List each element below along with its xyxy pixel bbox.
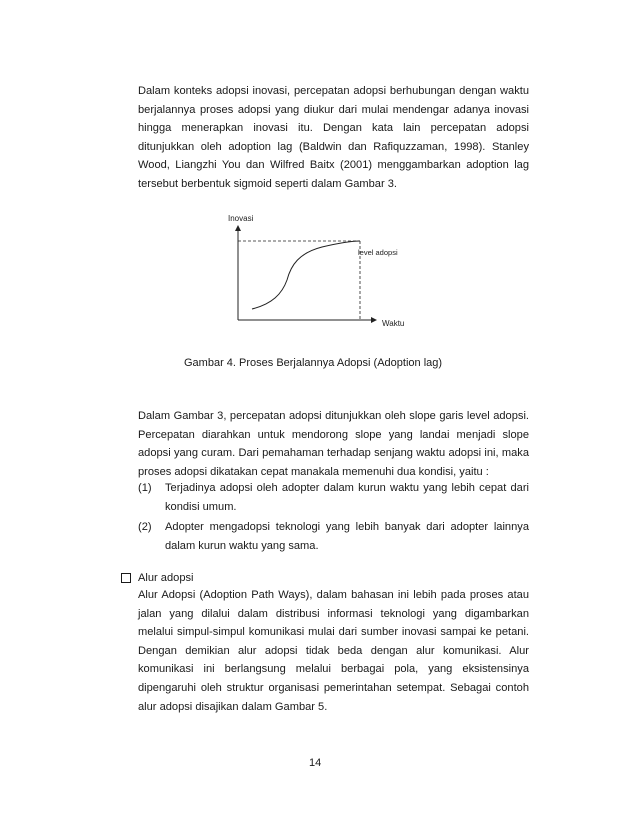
text-line: alur adopsi disajikan dalam Gambar 5. bbox=[138, 700, 328, 713]
text-line: Wood, Liangzhi You dan Wilfred Baitx (2001) menggambarkan adoption lag bbox=[138, 159, 529, 172]
text-line: komunikasi ini berlangsung melalui berbagai pola, yang eksistensinya bbox=[138, 663, 529, 676]
text-line: ditunjukkan oleh adoption lag (Baldwin dan Rafiquzzaman, 1998). Stanley bbox=[138, 140, 529, 153]
section-title: Alur adopsi bbox=[138, 572, 194, 584]
text-line: Dalam Gambar 3, percepatan adopsi ditunjukkan oleh slope garis level adopsi. bbox=[138, 410, 529, 422]
text-line: jalan yang dilalui dalam distribusi informasi teknologi yang digambarkan bbox=[138, 607, 529, 620]
text-line: Dengan demikian alur adopsi tidak beda dengan alur komunikasi. Alur bbox=[138, 644, 529, 657]
text-line: Terjadinya adopsi oleh adopter dalam kurun waktu yang lebih cepat dari bbox=[165, 482, 529, 494]
figure-caption: Gambar 4. Proses Berjalannya Adopsi (Adoption lag) bbox=[184, 357, 443, 369]
sigmoid-curve bbox=[252, 241, 360, 309]
text-line: berjalannya proses adopsi yang diukur dari mulai mendengar adanya inovasi bbox=[138, 103, 529, 116]
paragraph-alur-adopsi bbox=[138, 586, 529, 716]
text-line: adopsi yang curam. Dari pemahaman terhadap senjang waktu adopsi ini, maka bbox=[138, 447, 529, 460]
paragraph-adoption-lag bbox=[138, 82, 529, 194]
text-line: kondisi umum. bbox=[165, 500, 237, 513]
text-line: Adopter mengadopsi teknologi yang lebih banyak dari adopter lainnya bbox=[165, 521, 529, 533]
list-number: (2) bbox=[138, 521, 152, 533]
y-axis-label: Inovasi bbox=[228, 214, 254, 223]
text-line: tersebut berbentuk sigmoid seperti dalam Gambar 3. bbox=[138, 177, 397, 190]
sigmoid-figure bbox=[224, 208, 419, 338]
text-line: Percepatan diarahkan untuk mendorong slope yang landai menjadi slope bbox=[138, 428, 529, 441]
page-number: 14 bbox=[309, 757, 322, 769]
x-axis-label: Waktu bbox=[382, 319, 405, 328]
paragraph-slope bbox=[138, 407, 529, 481]
text-line: Alur Adopsi (Adoption Path Ways), dalam bahasan ini lebih pada proses atau bbox=[138, 589, 529, 601]
text-line: proses adopsi dikatakan cepat manakala memenuhi dua kondisi, yaitu : bbox=[138, 465, 489, 478]
list-number: (1) bbox=[138, 482, 152, 494]
text-line: melalui simpul-simpul komunikasi mulai dari sumber inovasi sampai ke petani. bbox=[138, 626, 529, 639]
checkbox-bullet-icon bbox=[121, 573, 131, 583]
text-line: dalam kurun waktu yang sama. bbox=[165, 539, 319, 552]
text-line: Dalam konteks adopsi inovasi, percepatan adopsi berhubungan dengan waktu bbox=[138, 85, 529, 97]
text-line: dipengaruhi oleh struktur organisasi pemerintahan setempat. Sebagai contoh bbox=[138, 681, 529, 694]
text-line: hingga menerapkan inovasi itu. Dengan kata lain percepatan adopsi bbox=[138, 122, 529, 135]
level-adopsi-label: level adopsi bbox=[358, 248, 398, 257]
